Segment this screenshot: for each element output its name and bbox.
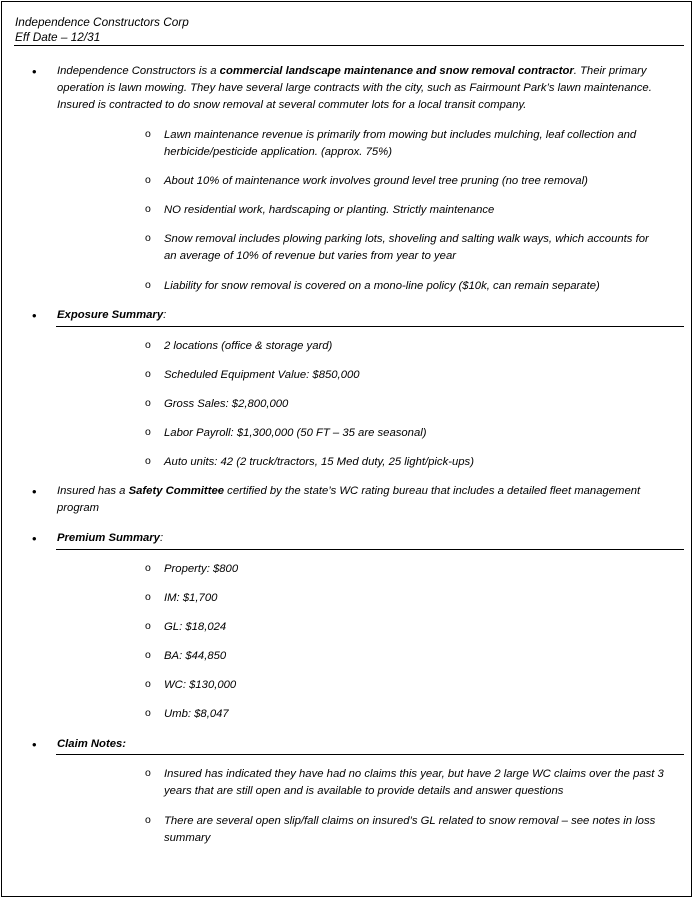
business-description: commercial landscape maintenance and snow removal contractor [219,65,574,77]
company-name: Independence Constructors Corp [15,15,189,29]
document-page [1,1,692,897]
exposure-item: o 2 locations (office & storage yard) [164,338,664,355]
overview-sub-item: o Lawn maintenance revenue is primarily from mowing but includes mulching, leaf collection and herbicide/pesticide application. (approx. 75%) [164,127,664,161]
overview-sub-item: o About 10% of maintenance work involves ground level tree pruning (no tree removal) [164,173,664,190]
premium-item: o BA: $44,850 [164,648,664,665]
exposure-summary-heading: • Exposure Summary: [57,307,667,324]
overview-sub-item: o Liability for snow removal is covered on a mono-line policy ($10k, can remain separate) [164,278,664,295]
exposure-rule [56,326,684,327]
premium-summary-heading: • Premium Summary: [57,530,667,547]
exposure-item: o Auto units: 42 (2 truck/tractors, 15 Med duty, 25 light/pick-ups) [164,454,664,471]
exposure-item: o Gross Sales: $2,800,000 [164,396,664,413]
premium-item: o Umb: $8,047 [164,706,664,723]
premium-item: o Property: $800 [164,561,664,578]
overview-sub-item: o Snow removal includes plowing parking lots, shoveling and salting walk ways, which accounts for an average of 10% of revenue but varies from year to year [164,231,664,265]
overview-bullet: • Independence Constructors is a commercial landscape maintenance and snow removal contractor. Their primary operation is lawn mowing. They have several large contracts with the city, such as Fairmount Park’s lawn maintenance. Insured is contracted to do snow removal at several commuter lots for a local transit company. [57,63,667,114]
document-header [15,15,189,45]
premium-item: o WC: $130,000 [164,677,664,694]
claim-notes-heading: • Claim Notes: [57,736,667,753]
claim-note-item: o Insured has indicated they have had no claims this year, but have 2 large WC claims over the past 3 years that are still open and is available to provide details and answer questions [164,766,664,800]
claim-note-item: o There are several open slip/fall claims on insured’s GL related to snow removal – see notes in loss summary [164,813,664,847]
effective-date: Eff Date – 12/31 [15,30,101,44]
overview-sub-item: o NO residential work, hardscaping or planting. Strictly maintenance [164,202,664,219]
premium-item: o GL: $18,024 [164,619,664,636]
safety-bullet: • Insured has a Safety Committee certified by the state’s WC rating bureau that includes a detailed fleet management program [57,483,667,517]
header-rule [14,45,684,46]
safety-committee: Safety Committee [128,485,225,497]
exposure-item: o Labor Payroll: $1,300,000 (50 FT – 35 are seasonal) [164,425,664,442]
premium-rule [56,549,684,550]
premium-item: o IM: $1,700 [164,590,664,607]
claims-rule [56,754,684,755]
exposure-item: o Scheduled Equipment Value: $850,000 [164,367,664,384]
